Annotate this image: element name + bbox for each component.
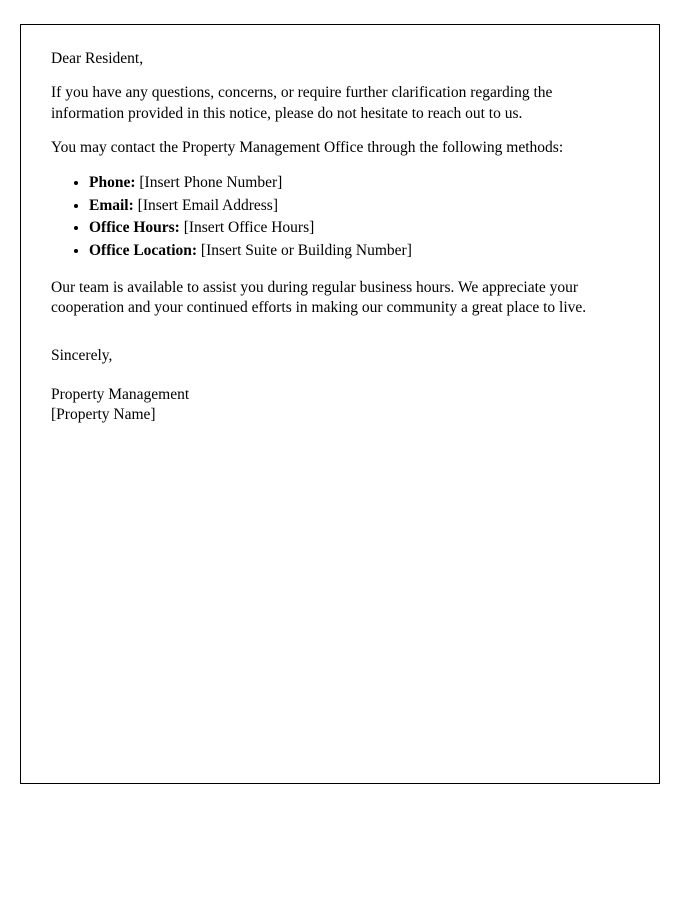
signature-gap [51,367,629,385]
contact-value-phone: [Insert Phone Number] [139,173,283,191]
list-item [89,172,629,194]
letter-frame [20,24,660,784]
contact-label-email: Email: [89,196,134,214]
availability-paragraph: Our team is available to assist you during regular business hours. We appreciate your cooperation and your continued efforts in making our community a great place to live. [51,278,587,317]
closing-line: Sincerely, [51,347,113,365]
contact-value-email: [Insert Email Address] [137,196,278,214]
intro-paragraph: If you have any questions, concerns, or require further clarification regarding the information provided in this notice, please do not hesitate to reach out to us. [51,84,553,122]
closing-block [51,346,629,425]
spacer [51,332,629,346]
contact-value-office-hours: [Insert Office Hours] [183,219,315,237]
signature-property: [Property Name] [51,406,156,424]
contact-value-office-location: [Insert Suite or Building Number] [200,241,412,259]
letter-body [21,25,659,426]
salutation: Dear Resident, [51,50,144,67]
list-item [89,217,629,239]
list-item [89,195,629,217]
list-item [89,240,629,262]
contact-methods-list [51,172,629,262]
contact-label-office-location: Office Location: [89,241,198,259]
contact-intro-paragraph: You may contact the Property Management Office through the following methods: [51,139,564,157]
signature-name: Property Management [51,385,190,403]
contact-label-office-hours: Office Hours: [89,219,180,237]
contact-label-phone: Phone: [89,173,136,191]
